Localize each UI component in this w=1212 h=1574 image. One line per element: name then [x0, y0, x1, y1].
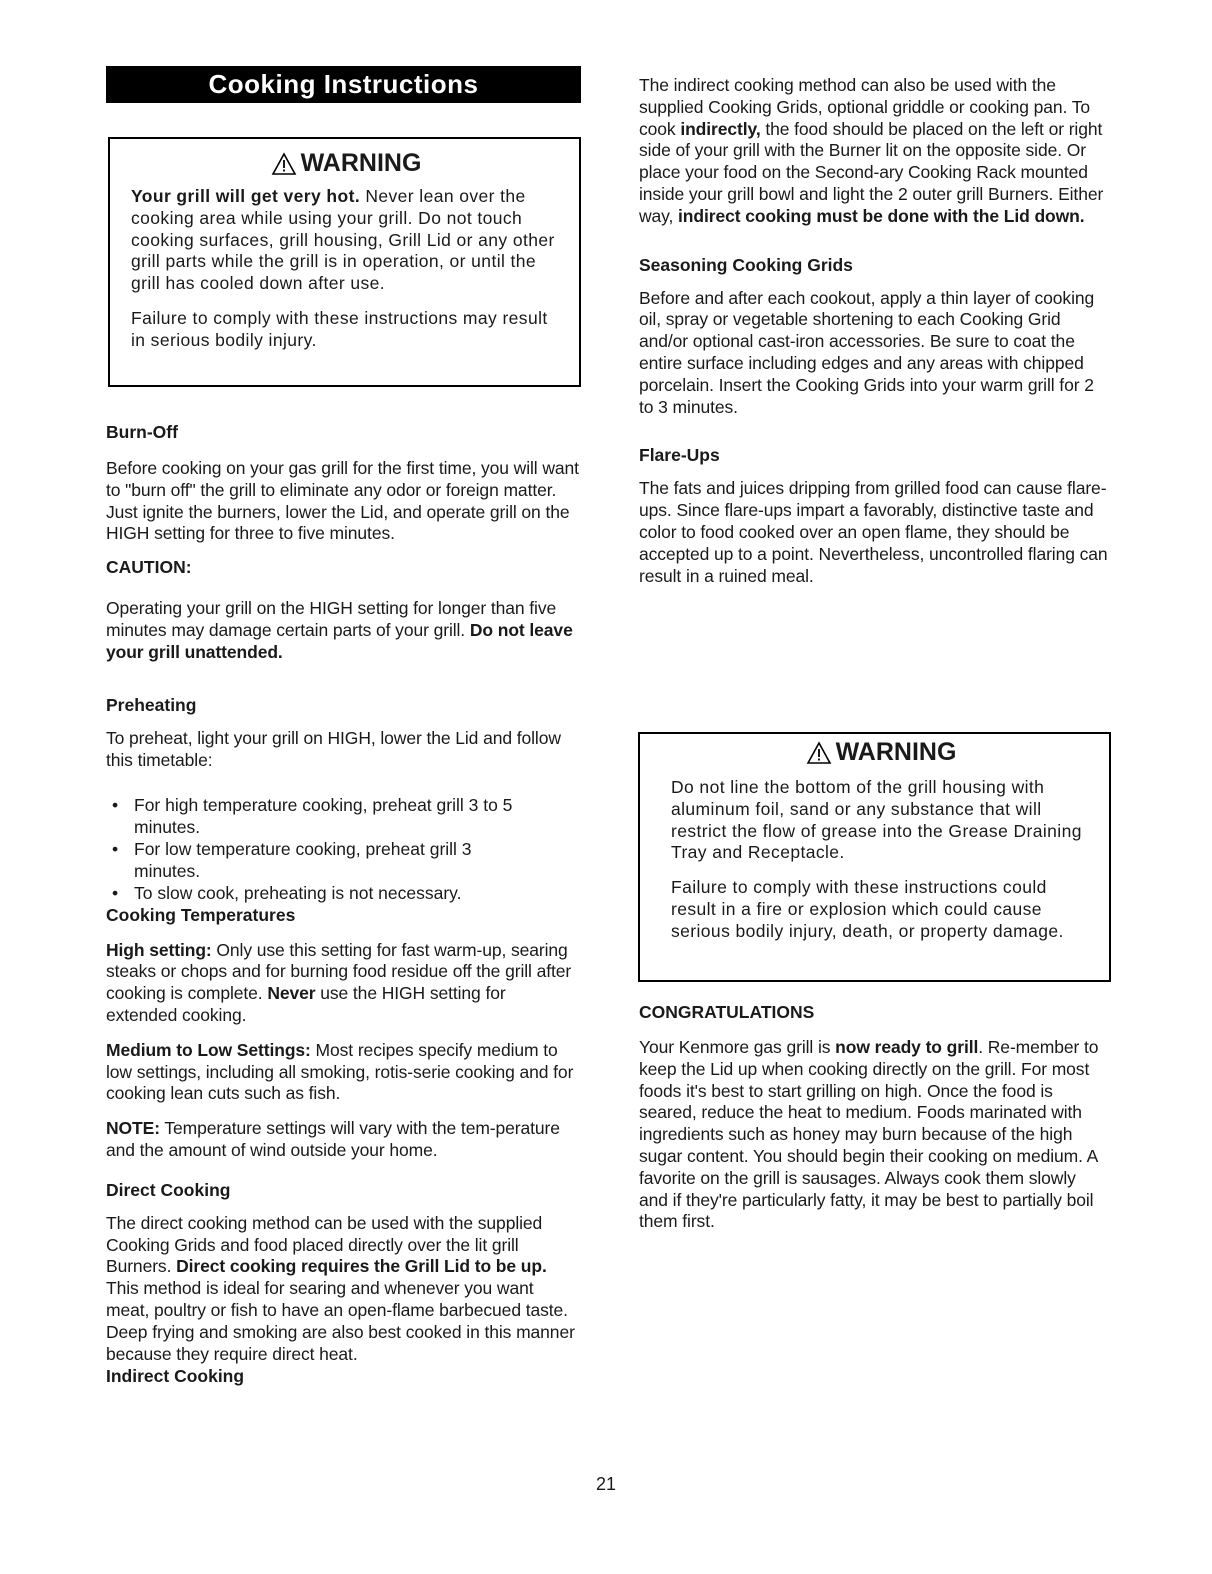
caution-bold: Do not leave your grill unattended. [106, 619, 573, 662]
indirect-text [639, 75, 1117, 228]
never-bold: Never [267, 983, 316, 1004]
flareups-heading: Flare-Ups [639, 445, 720, 466]
direct-text [106, 1213, 580, 1366]
caution-heading: CAUTION: [106, 557, 192, 578]
list-item: • For low temperature cooking, preheat grill 3 minutes. [106, 838, 526, 882]
warning-heading [131, 149, 561, 178]
preheating-intro: To preheat, light your grill on HIGH, lower the Lid and follow this timetable: [106, 728, 561, 770]
preheating-heading: Preheating [106, 695, 197, 715]
warning-text: Never lean over the cooking area while using your grill. Do not touch cooking surfaces, grill housing, Grill Lid or any other grill parts while the grill is in operation, or until the grill has cooled down after use. [131, 186, 555, 294]
congrats-bold: now ready to grill [835, 1037, 979, 1057]
temps-heading: Cooking Temperatures [106, 904, 296, 925]
note-body: Temperature settings will vary with the tem-perature and the amount of wind outside your home. [106, 1118, 560, 1160]
seasoning-heading: Seasoning Cooking Grids [639, 254, 853, 275]
high-setting-label: High setting: [106, 939, 212, 960]
warning-box-grease [638, 732, 1111, 982]
warning-bold: Your grill will get very hot. [131, 186, 361, 206]
direct-heading: Direct Cooking [106, 1179, 231, 1200]
congrats-text [639, 1037, 1099, 1233]
warning-triangle-icon [271, 152, 297, 176]
caution-body: Operating your grill on the HIGH setting for longer than five minutes may damage certain parts of your grill. [106, 598, 557, 640]
warning-box-heat [108, 137, 581, 387]
indirect-section [639, 75, 1117, 587]
indirect-bold: indirectly, [680, 118, 761, 139]
indirect-text-a: The indirect cooking method can also be used with the supplied Cooking Grids, optional griddle or cooking pan. To cook [639, 75, 1091, 139]
list-item: • For high temperature cooking, preheat grill 3 to 5 minutes. [106, 794, 526, 838]
flareups-text: The fats and juices dripping from grilled food can cause flare-ups. Since flare-ups impart a favorably, distinctive taste and color to food cooked over an open flame, they should be accepted up to a point. Nevertheless, uncontrolled flaring can result in a ruined meal. [639, 478, 1108, 586]
warning-paragraph [131, 186, 561, 295]
warning-label: WARNING [835, 738, 957, 766]
warning-text: Do not line the bottom of the grill housing with aluminum foil, sand or any substance that will restrict the flow of grease into the Grease Draining Tray and Receptacle. [671, 777, 1082, 863]
warning-consequence: Failure to comply with these instructions may result in serious bodily injury. [131, 307, 548, 350]
medium-setting-text [106, 1040, 580, 1105]
medium-text: Most recipes specify medium to low settings, including all smoking, rotis-serie cooking and for cooking lean cuts such as fish. [106, 1039, 574, 1104]
indirect-heading: Indirect Cooking [106, 1366, 245, 1387]
seasoning-text: Before and after each cookout, apply a thin layer of cooking oil, spray or vegetable shortening to each Cooking Grid and/or optional cast-iron accessories. Be sure to coat the entire surface including edges and any areas with chipped porcelain. Insert the Cooking Grids into your warm grill for 2 to 3 minutes. [639, 287, 1095, 417]
note-label: NOTE: [106, 1118, 160, 1139]
caution-text [106, 598, 580, 663]
congrats-text-a: Your Kenmore gas grill is [639, 1037, 836, 1057]
congrats-section [639, 1001, 1099, 1233]
high-text-b: use the HIGH setting for extended cooking. [106, 983, 506, 1025]
warning-label: WARNING [300, 149, 422, 177]
page-title: Cooking Instructions [106, 66, 581, 103]
list-item: • To slow cook, preheating is not necessary. [106, 882, 526, 904]
warning-triangle-icon [806, 741, 832, 765]
burnoff-heading: Burn-Off [106, 422, 178, 442]
warning-consequence: Failure to comply with these instructions could result in a fire or explosion which could cause serious bodily injury, death, or property damage. [671, 877, 1064, 941]
congrats-heading: CONGRATULATIONS [639, 1002, 815, 1022]
indirect-lid-bold: indirect cooking must be done with the Lid down. [678, 205, 1085, 226]
high-text-a: Only use this setting for fast warm-up, searing steaks or chops and for burning food residue off the grill after cooking is complete. [106, 939, 572, 1004]
warning-heading [671, 738, 1091, 767]
high-setting-text [106, 940, 580, 1027]
preheating-section [106, 694, 580, 1387]
burnoff-section [106, 421, 580, 664]
preheating-list [106, 794, 526, 904]
burnoff-text: Before cooking on your gas grill for the first time, you will want to "burn off" the grill to eliminate any odor or foreign matter. Just ignite the burners, lower the Lid, and operate grill on the HIGH setting for three to five minutes. [106, 458, 579, 544]
direct-text-b: This method is ideal for searing and whenever you want meat, poultry or fish to have an open-flame barbecued taste. Deep frying and smoking are also best cooked in this manner because they require direct heat. [106, 1278, 575, 1364]
direct-text-a: The direct cooking method can be used with the supplied Cooking Grids and food placed directly over the lit grill Burners. [106, 1212, 543, 1277]
page-number: 21 [595, 1474, 617, 1494]
congrats-text-b: . Re-member to keep the Lid up when cooking directly on the grill. For most foods it's best to start grilling on high. Once the food is seared, reduce the heat to medium. Foods marinated with ingredients such as honey may burn because of the high sugar content. You should begin their cooking on medium. A favorite on the grill is sausages. Always cook them slowly and if they're particularly fatty, it may be best to partially boil them first. [639, 1037, 1099, 1232]
direct-bold: Direct cooking requires the Grill Lid to be up. [176, 1256, 547, 1277]
indirect-text-b: the food should be placed on the left or right side of your grill with the Burner lit on the opposite side. Or place your food on the Second-ary Cooking Rack mounted inside your grill bowl and light the 2 outer grill Burners. Either way, [639, 118, 1104, 226]
note-text [106, 1118, 580, 1162]
medium-setting-label: Medium to Low Settings: [106, 1039, 311, 1060]
